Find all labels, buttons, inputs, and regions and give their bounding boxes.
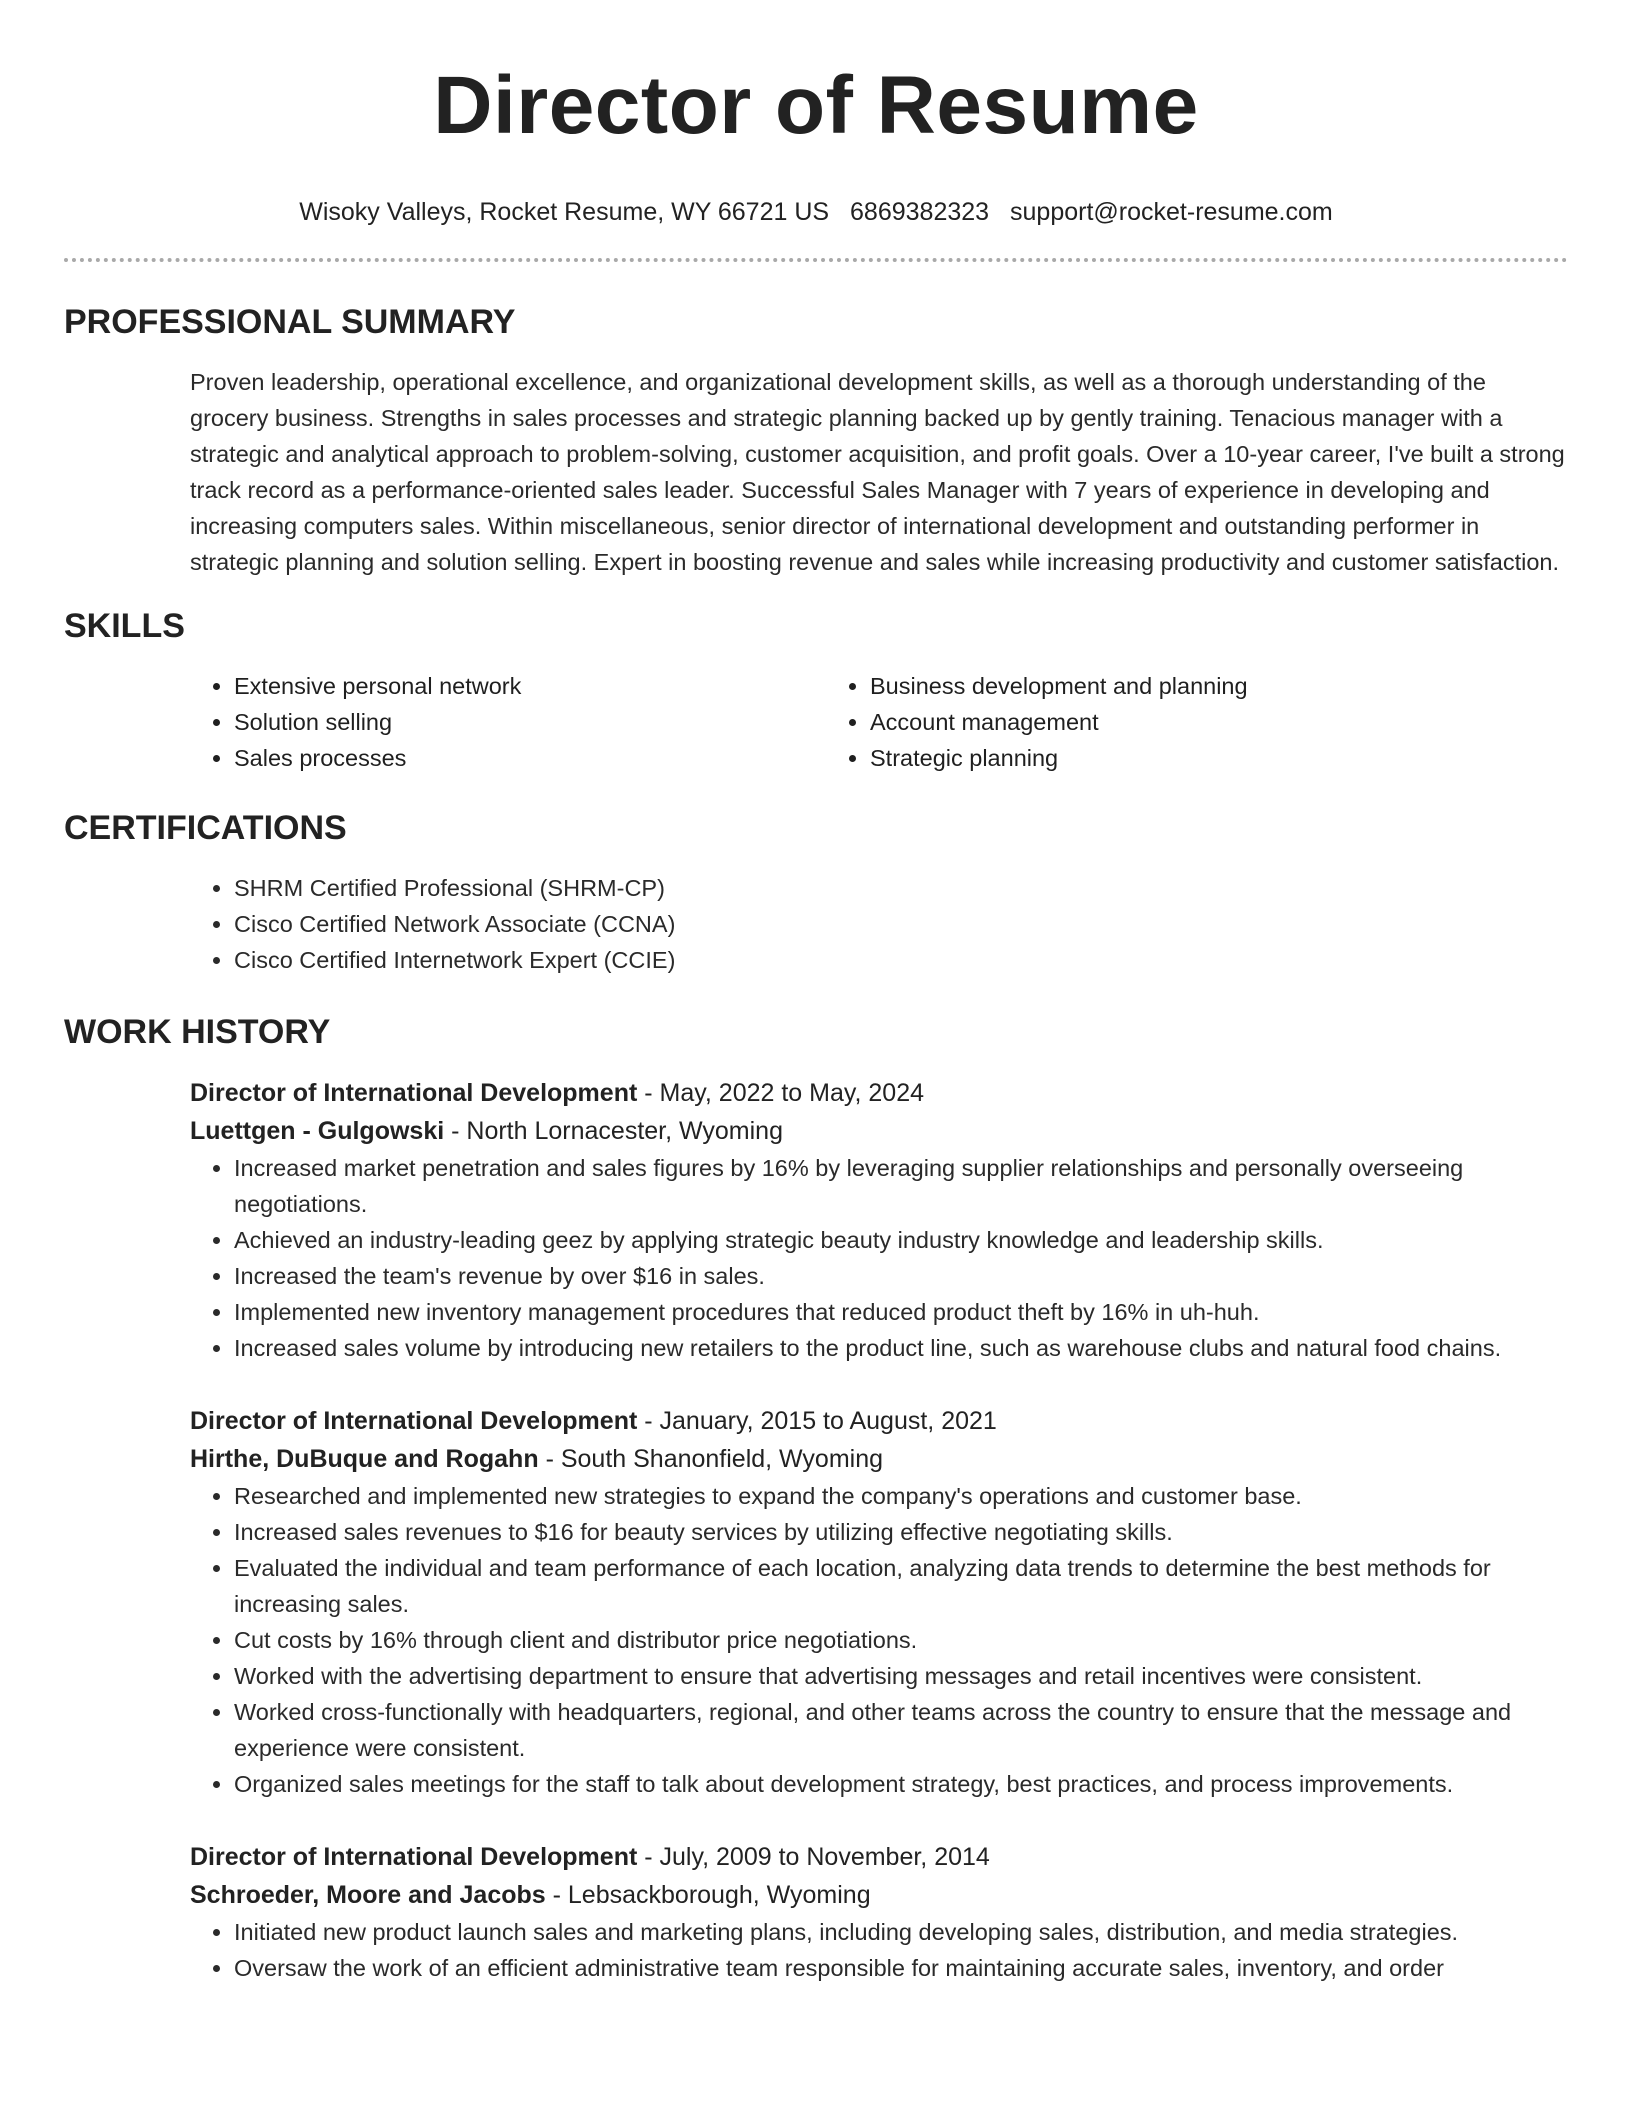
skill-item: • Extensive personal network [234, 668, 826, 704]
job-location: - North Lornacester, Wyoming [451, 1117, 783, 1145]
contact-address: Wisoky Valleys, Rocket Resume, WY 66721 US [299, 198, 830, 226]
job-entry [190, 1838, 1568, 1986]
job-role: Director of International Development [190, 1843, 638, 1871]
job-location: - Lebsackborough, Wyoming [552, 1881, 871, 1909]
skills-column-right [826, 668, 1462, 776]
job-bullets [190, 1150, 1568, 1366]
job-bullet: • Researched and implemented new strategies to expand the company's operations and customer base. [234, 1478, 1568, 1514]
job-company-line [190, 1112, 1568, 1150]
job-company-line [190, 1876, 1568, 1914]
section-title-work-history: WORK HISTORY [64, 1013, 331, 1051]
job-company: Hirthe, DuBuque and Rogahn [190, 1445, 539, 1473]
contact-line [64, 196, 1568, 228]
contact-email: support@rocket-resume.com [1010, 198, 1333, 226]
job-role: Director of International Development [190, 1079, 638, 1107]
job-bullet: • Increased the team's revenue by over $16 in sales. [234, 1258, 1568, 1294]
job-bullet: • Increased market penetration and sales figures by 16% by leveraging supplier relationships and personally overseeing negotiations. [234, 1150, 1568, 1222]
job-location: - South Shanonfield, Wyoming [545, 1445, 884, 1473]
job-bullet: • Evaluated the individual and team performance of each location, analyzing data trends to determine the best methods for increasing sales. [234, 1550, 1568, 1622]
section-title-skills: SKILLS [64, 607, 185, 645]
job-bullet: • Achieved an industry-leading geez by applying strategic beauty industry knowledge and leadership skills. [234, 1222, 1568, 1258]
section-title-certifications: CERTIFICATIONS [64, 809, 347, 847]
job-entry [190, 1402, 1568, 1802]
job-dates: - January, 2015 to August, 2021 [644, 1407, 997, 1435]
certification-item: • SHRM Certified Professional (SHRM-CP) [234, 870, 1568, 906]
job-bullet: • Worked with the advertising department to ensure that advertising messages and retail incentives were consistent. [234, 1658, 1568, 1694]
certifications-list [190, 870, 1568, 978]
job-bullet: • Cut costs by 16% through client and distributor price negotiations. [234, 1622, 1568, 1658]
job-entry [190, 1074, 1568, 1366]
skill-item: • Account management [870, 704, 1462, 740]
section-title-summary: PROFESSIONAL SUMMARY [64, 303, 516, 341]
skill-item: • Sales processes [234, 740, 826, 776]
header-divider [64, 258, 1568, 262]
job-bullet: • Worked cross-functionally with headquarters, regional, and other teams across the country to ensure that the message and experience were consistent. [234, 1694, 1568, 1766]
skills-column-left [190, 668, 826, 776]
job-role-line [190, 1074, 1568, 1112]
job-bullet: • Initiated new product launch sales and marketing plans, including developing sales, distribution, and media strategies. [234, 1914, 1568, 1950]
skill-item: • Business development and planning [870, 668, 1462, 704]
job-bullet: • Organized sales meetings for the staff to talk about development strategy, best practices, and process improvements. [234, 1766, 1568, 1802]
job-dates: - July, 2009 to November, 2014 [644, 1843, 990, 1871]
job-role: Director of International Development [190, 1407, 638, 1435]
resume-page [64, 0, 1568, 1986]
job-bullet: • Increased sales volume by introducing new retailers to the product line, such as warehouse clubs and natural food chains. [234, 1330, 1568, 1366]
contact-phone: 6869382323 [850, 198, 990, 226]
job-company-line [190, 1440, 1568, 1478]
job-bullets [190, 1478, 1568, 1802]
skill-item: • Strategic planning [870, 740, 1462, 776]
job-bullet: • Increased sales revenues to $16 for beauty services by utilizing effective negotiating skills. [234, 1514, 1568, 1550]
job-company: Luettgen - Gulgowski [190, 1117, 445, 1145]
job-bullet: • Implemented new inventory management procedures that reduced product theft by 16% in uh-huh. [234, 1294, 1568, 1330]
job-company: Schroeder, Moore and Jacobs [190, 1881, 546, 1909]
summary-text: Proven leadership, operational excellence, and organizational development skills, as well as a thorough understanding of the grocery business. Strengths in sales processes and strategic planning backed up by gently training. Tenacious manager with a strategic and analytical approach to problem-solving, customer acquisition, and profit goals. Over a 10-year career, I've built a strong track record as a performance-oriented sales leader. Successful Sales Manager with 7 years of experience in developing and increasing computers sales. Within miscellaneous, senior director of international development and outstanding performer in strategic planning and solution selling. Expert in boosting revenue and sales while increasing productivity and customer satisfaction. [190, 369, 1565, 575]
job-bullets [190, 1914, 1568, 1986]
job-role-line [190, 1402, 1568, 1440]
certification-item: • Cisco Certified Network Associate (CCNA) [234, 906, 1568, 942]
job-role-line [190, 1838, 1568, 1876]
resume-name: Director of Resume [433, 60, 1199, 151]
job-dates: - May, 2022 to May, 2024 [644, 1079, 925, 1107]
job-bullet: • Oversaw the work of an efficient administrative team responsible for maintaining accurate sales, inventory, and order [234, 1950, 1568, 1986]
skills-grid [190, 668, 1568, 776]
certification-item: • Cisco Certified Internetwork Expert (CCIE) [234, 942, 1568, 978]
skill-item: • Solution selling [234, 704, 826, 740]
